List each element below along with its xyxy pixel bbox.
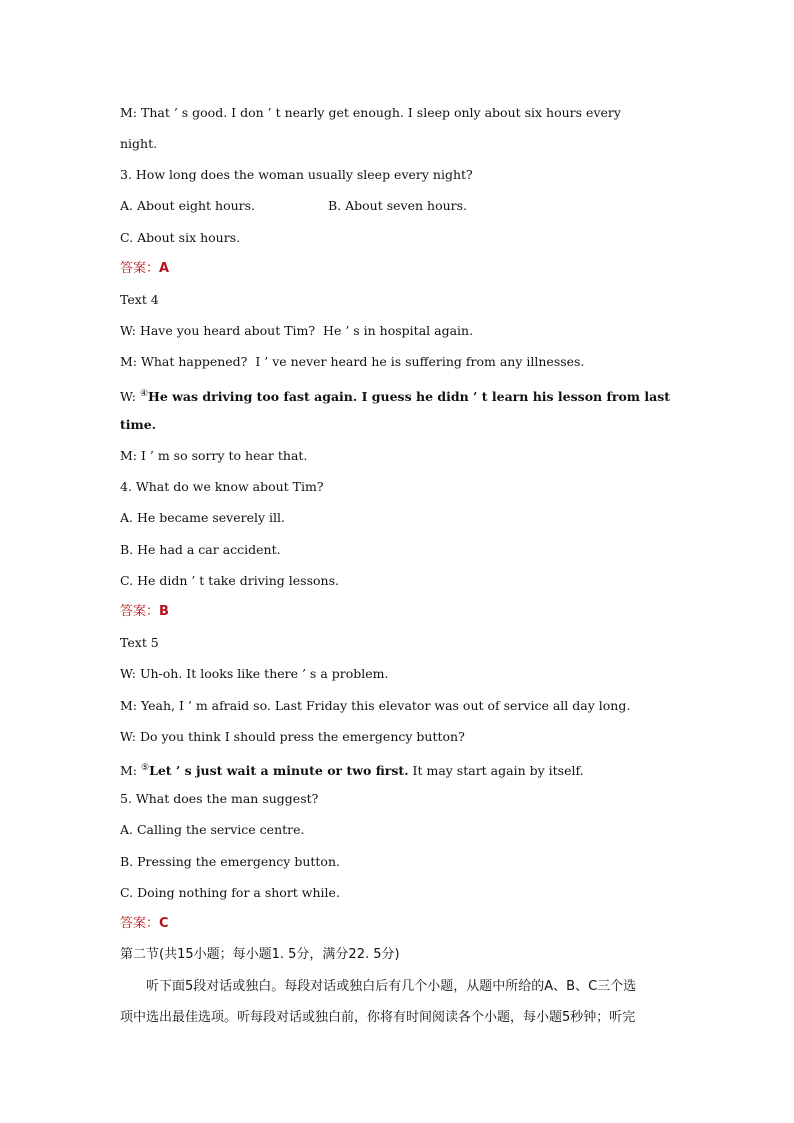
answer-4 xyxy=(120,604,169,620)
section-heading-text-4: Text 4 xyxy=(120,292,159,307)
dialogue-line-key xyxy=(120,386,670,405)
key-sentence: He was driving too fast again. I guess he didn ’ t learn his lesson from last xyxy=(148,389,671,405)
instruction-paragraph-continued: 项中选出最佳选项。听每段对话或独白前，你将有时间阅读各个小题，每小题5秒钟；听完 xyxy=(120,1010,636,1025)
option-4a: A. He became severely ill. xyxy=(120,510,285,525)
sentence-rest: It may start again by itself. xyxy=(408,763,584,779)
section-heading: 第二节(共15小题；每小题1. 5分，满分22. 5分) xyxy=(120,947,400,962)
option-5c: C. Doing nothing for a short while. xyxy=(120,885,340,900)
marker-5: ⑤ xyxy=(140,763,150,773)
section-heading-text-5: Text 5 xyxy=(120,635,159,650)
dialogue-line-key xyxy=(120,760,584,779)
question-3: 3. How long does the woman usually sleep every night? xyxy=(120,167,473,182)
option-3b: B. About seven hours. xyxy=(328,198,468,213)
dialogue-line: M: That ’ s good. I don ’ t nearly get enough. I sleep only about six hours every xyxy=(120,105,621,120)
option-5a: A. Calling the service centre. xyxy=(120,822,305,837)
instruction-paragraph: 听下面5段对话或独白。每段对话或独白后有几个小题，从题中所给的A、B、C三个选 xyxy=(146,979,637,994)
question-4: 4. What do we know about Tim? xyxy=(120,479,324,494)
answer-value: C xyxy=(159,916,169,931)
option-5b: B. Pressing the emergency button. xyxy=(120,854,340,869)
speaker-prefix: W: xyxy=(120,389,140,405)
marker-4: ④ xyxy=(139,389,149,399)
option-3c: C. About six hours. xyxy=(120,230,241,245)
answer-label: 答案： xyxy=(120,604,160,619)
answer-5 xyxy=(120,916,169,932)
question-5: 5. What does the man suggest? xyxy=(120,791,319,806)
dialogue-line: M: Yeah, I ’ m afraid so. Last Friday this elevator was out of service all day long. xyxy=(120,698,631,713)
dialogue-line: W: Do you think I should press the emergency button? xyxy=(120,729,465,744)
dialogue-line: M: What happened? I ’ ve never heard he is suffering from any illnesses. xyxy=(120,354,585,369)
option-4b: B. He had a car accident. xyxy=(120,542,281,557)
answer-value: A xyxy=(159,261,170,276)
key-sentence-continued: time. xyxy=(120,417,157,432)
answer-label: 答案： xyxy=(120,261,160,276)
dialogue-line: W: Uh-oh. It looks like there ’ s a problem. xyxy=(120,666,389,681)
dialogue-line: night. xyxy=(120,136,158,151)
option-3a: A. About eight hours. xyxy=(120,198,256,213)
dialogue-line: W: Have you heard about Tim? He ’ s in hospital again. xyxy=(120,323,474,338)
option-4c: C. He didn ’ t take driving lessons. xyxy=(120,573,339,588)
speaker-prefix: M: xyxy=(120,763,141,779)
dialogue-line: M: I ’ m so sorry to hear that. xyxy=(120,448,308,463)
key-sentence: Let ’ s just wait a minute or two first. xyxy=(149,763,409,779)
answer-value: B xyxy=(159,604,169,619)
answer-3 xyxy=(120,261,169,277)
answer-label: 答案： xyxy=(120,916,160,931)
